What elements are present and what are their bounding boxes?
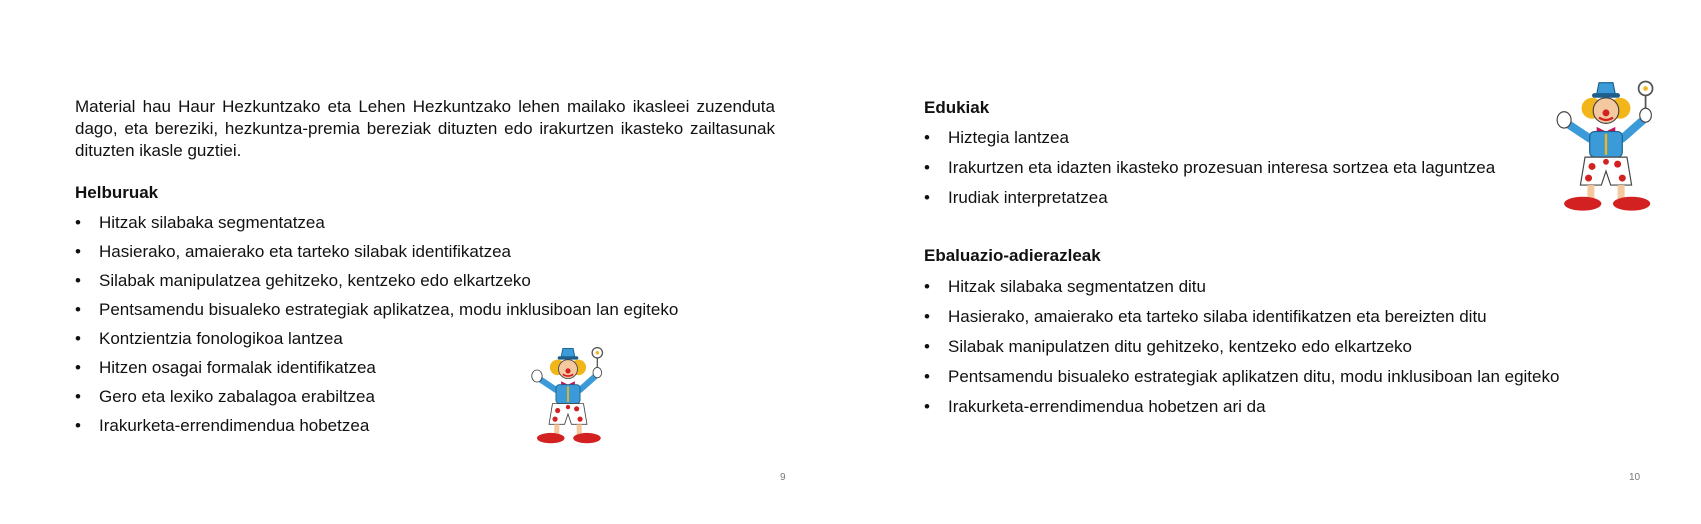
clown-illustration	[520, 345, 616, 445]
list-item: • Irakurketa-errendimendua hobetzea	[75, 411, 678, 440]
list-item: • Irakurketa-errendimendua hobetzen ari da	[924, 392, 1559, 422]
list-item: • Irudiak interpretatzea	[924, 183, 1495, 213]
list-item: • Hiztegia lantzea	[924, 123, 1495, 153]
list-item: • Silabak manipulatzen ditu gehitzeko, kentzeko edo elkartzeko	[924, 332, 1559, 362]
left-page	[0, 0, 850, 524]
list-item: • Hasierako, amaierako eta tarteko silaba identifikatzen eta bereizten ditu	[924, 302, 1559, 332]
intro-paragraph: Material hau Haur Hezkuntzako eta Lehen Hezkuntzako lehen mailako ikasleei zuzenduta dago, eta bereziki, hezkuntza-premia bereziak dituzten edo irakurtzen ikasteko zailtasunak dituzten ikasle guztiei.	[75, 97, 775, 160]
page-number: 10	[1629, 472, 1641, 483]
edukiak-list	[924, 123, 1495, 213]
list-item: • Kontzientzia fonologikoa lantzea	[75, 324, 678, 353]
list-item: • Silabak manipulatzea gehitzeko, kentzeko edo elkartzeko	[75, 266, 678, 295]
ebaluazio-heading: Ebaluazio-adierazleak	[924, 246, 1101, 265]
right-page	[851, 0, 1701, 524]
list-item: • Pentsamendu bisualeko estrategiak aplikatzen ditu, modu inklusiboan lan egiteko	[924, 362, 1559, 392]
edukiak-heading: Edukiak	[924, 98, 990, 117]
list-item: • Hitzak silabaka segmentatzen ditu	[924, 272, 1559, 302]
list-item: • Hitzen osagai formalak identifikatzea	[75, 353, 678, 382]
ebaluazio-list	[924, 272, 1559, 422]
helburuak-heading: Helburuak	[75, 183, 159, 202]
list-item: • Irakurtzen eta idazten ikasteko prozesuan interesa sortzea eta laguntzea	[924, 153, 1495, 183]
list-item: • Gero eta lexiko zabalagoa erabiltzea	[75, 382, 678, 411]
list-item: • Hasierako, amaierako eta tarteko silabak identifikatzea	[75, 237, 678, 266]
list-item: • Hitzak silabaka segmentatzea	[75, 208, 678, 237]
page-number: 9	[780, 472, 786, 483]
list-item: • Pentsamendu bisualeko estrategiak aplikatzea, modu inklusiboan lan egiteko	[75, 295, 678, 324]
clown-illustration	[1546, 78, 1666, 213]
